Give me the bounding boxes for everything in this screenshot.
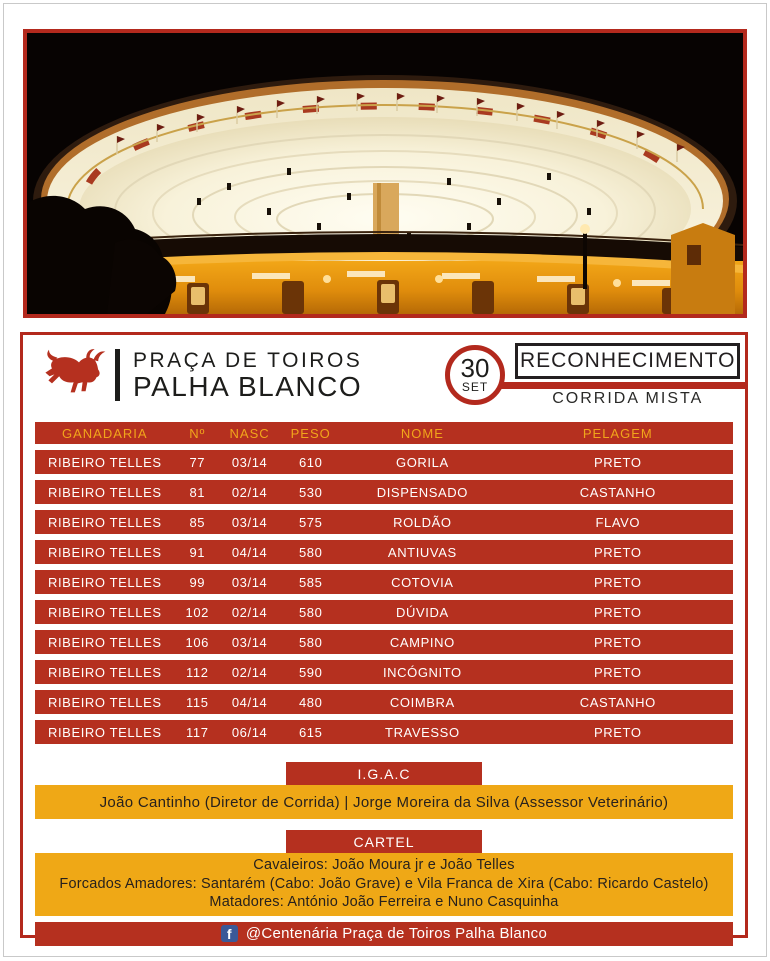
cell-nasc: 03/14 <box>231 634 268 650</box>
cell-nasc: 06/14 <box>231 724 268 740</box>
cell-ganadaria: RIBEIRO TELLES <box>47 574 162 590</box>
cell-ganadaria: RIBEIRO TELLES <box>47 724 162 740</box>
cell-nasc: 03/14 <box>231 514 268 530</box>
cell-ganadaria: RIBEIRO TELLES <box>47 544 162 560</box>
cartel-line-matadores: Matadores: António João Ferreira e Nuno Casquinha <box>209 894 559 910</box>
venue-name <box>133 349 362 402</box>
cell-nome: ANTIUVAS <box>387 544 457 560</box>
poster-content-box <box>20 332 748 942</box>
cell-numero: 91 <box>189 544 206 560</box>
cell-ganadaria: RIBEIRO TELLES <box>47 454 162 470</box>
cell-nome: GORILA <box>395 454 449 470</box>
poster-header <box>35 335 736 415</box>
cell-ganadaria: RIBEIRO TELLES <box>47 514 162 530</box>
event-header <box>445 335 736 415</box>
col-nasc: NASC <box>229 425 270 441</box>
cell-numero: 102 <box>185 604 210 620</box>
cell-numero: 77 <box>189 454 206 470</box>
cell-nome: DISPENSADO <box>376 484 468 500</box>
cell-nome: INCÓGNITO <box>382 664 462 680</box>
cell-peso: 575 <box>298 514 323 530</box>
cell-pelagem: PRETO <box>594 724 642 740</box>
cell-pelagem: PRETO <box>594 574 642 590</box>
table-row <box>35 600 733 624</box>
cell-peso: 480 <box>298 694 323 710</box>
cell-numero: 106 <box>185 634 210 650</box>
cell-nasc: 02/14 <box>231 484 268 500</box>
cell-pelagem: PRETO <box>594 604 642 620</box>
col-nome: NOME <box>400 425 444 441</box>
cell-peso: 585 <box>298 574 323 590</box>
col-pelagem: PELAGEM <box>582 425 653 441</box>
table-row <box>35 540 733 564</box>
cell-numero: 99 <box>189 574 206 590</box>
cell-peso: 610 <box>298 454 323 470</box>
cell-ganadaria: RIBEIRO TELLES <box>47 484 162 500</box>
cell-nasc: 03/14 <box>231 454 268 470</box>
cell-nasc: 02/14 <box>231 664 268 680</box>
event-date-month: SET <box>461 379 489 394</box>
cell-pelagem: PRETO <box>594 634 642 650</box>
cell-pelagem: CASTANHO <box>579 694 656 710</box>
table-row <box>35 630 733 654</box>
cell-pelagem: FLAVO <box>595 514 641 530</box>
cell-numero: 81 <box>189 484 206 500</box>
cell-nome: TRAVESSO <box>385 724 460 740</box>
cell-nasc: 04/14 <box>231 544 268 560</box>
cell-peso: 580 <box>298 634 323 650</box>
cell-ganadaria: RIBEIRO TELLES <box>47 664 162 680</box>
cell-peso: 580 <box>298 544 323 560</box>
table-row <box>35 510 733 534</box>
cell-nome: CAMPINO <box>389 634 455 650</box>
cartel-line-forcados: Forcados Amadores: Santarém (Cabo: João Grave) e Vila Franca de Xira (Cabo: Ricardo Castelo) <box>59 875 709 892</box>
cell-ganadaria: RIBEIRO TELLES <box>47 694 162 710</box>
cell-ganadaria: RIBEIRO TELLES <box>47 634 162 650</box>
event-titles <box>515 343 740 408</box>
cartel-lineup <box>35 853 733 916</box>
cell-peso: 580 <box>298 604 323 620</box>
bulls-table <box>35 422 733 744</box>
cell-nasc: 04/14 <box>231 694 268 710</box>
cell-pelagem: PRETO <box>594 544 642 560</box>
bull-logo-icon <box>43 346 109 404</box>
bullring-night-photo <box>23 29 747 318</box>
event-date-badge <box>445 345 505 405</box>
bullring-photo-art <box>27 33 743 314</box>
event-subtitle: CORRIDA MISTA <box>552 389 704 407</box>
col-peso: PESO <box>290 425 331 441</box>
event-title: RECONHECIMENTO <box>515 343 740 379</box>
cell-ganadaria: RIBEIRO TELLES <box>47 604 162 620</box>
cell-peso: 615 <box>298 724 323 740</box>
cell-peso: 530 <box>298 484 323 500</box>
cell-nasc: 03/14 <box>231 574 268 590</box>
table-header-row <box>35 422 733 444</box>
cell-numero: 117 <box>186 724 209 740</box>
facebook-icon: f <box>221 925 238 942</box>
table-row <box>35 450 733 474</box>
cell-numero: 85 <box>189 514 206 530</box>
table-row <box>35 660 733 684</box>
cell-numero: 115 <box>186 694 209 710</box>
table-row <box>35 690 733 714</box>
igac-label: I.G.A.C <box>286 762 482 785</box>
cell-nome: COTOVIA <box>391 574 454 590</box>
cell-nome: DÚVIDA <box>396 604 449 620</box>
table-row <box>35 570 733 594</box>
logo-divider <box>115 349 120 401</box>
col-ganadaria: GANADARIA <box>62 425 148 441</box>
table-row <box>35 480 733 504</box>
cell-pelagem: PRETO <box>594 664 642 680</box>
col-numero: Nº <box>189 425 206 441</box>
cell-pelagem: PRETO <box>594 454 642 470</box>
cell-nome: ROLDÃO <box>393 514 452 530</box>
cell-peso: 590 <box>298 664 323 680</box>
cell-nasc: 02/14 <box>231 604 268 620</box>
cell-numero: 112 <box>186 664 209 680</box>
cartel-line-cavaleiros: Cavaleiros: João Moura jr e João Telles <box>253 857 515 873</box>
venue-name-line2: PALHA BLANCO <box>133 370 363 402</box>
event-date-day: 30 <box>460 352 490 383</box>
facebook-handle: @Centenária Praça de Toiros Palha Blanco <box>245 925 548 942</box>
cell-pelagem: CASTANHO <box>579 484 656 500</box>
cell-nome: COIMBRA <box>389 694 455 710</box>
cartel-label: CARTEL <box>286 830 482 853</box>
facebook-bar <box>35 922 733 946</box>
igac-officials: João Cantinho (Diretor de Corrida) | Jorge Moreira da Silva (Assessor Veterinário) <box>35 785 733 819</box>
venue-name-line1: PRAÇA DE TOIROS <box>133 348 363 372</box>
table-row <box>35 720 733 744</box>
